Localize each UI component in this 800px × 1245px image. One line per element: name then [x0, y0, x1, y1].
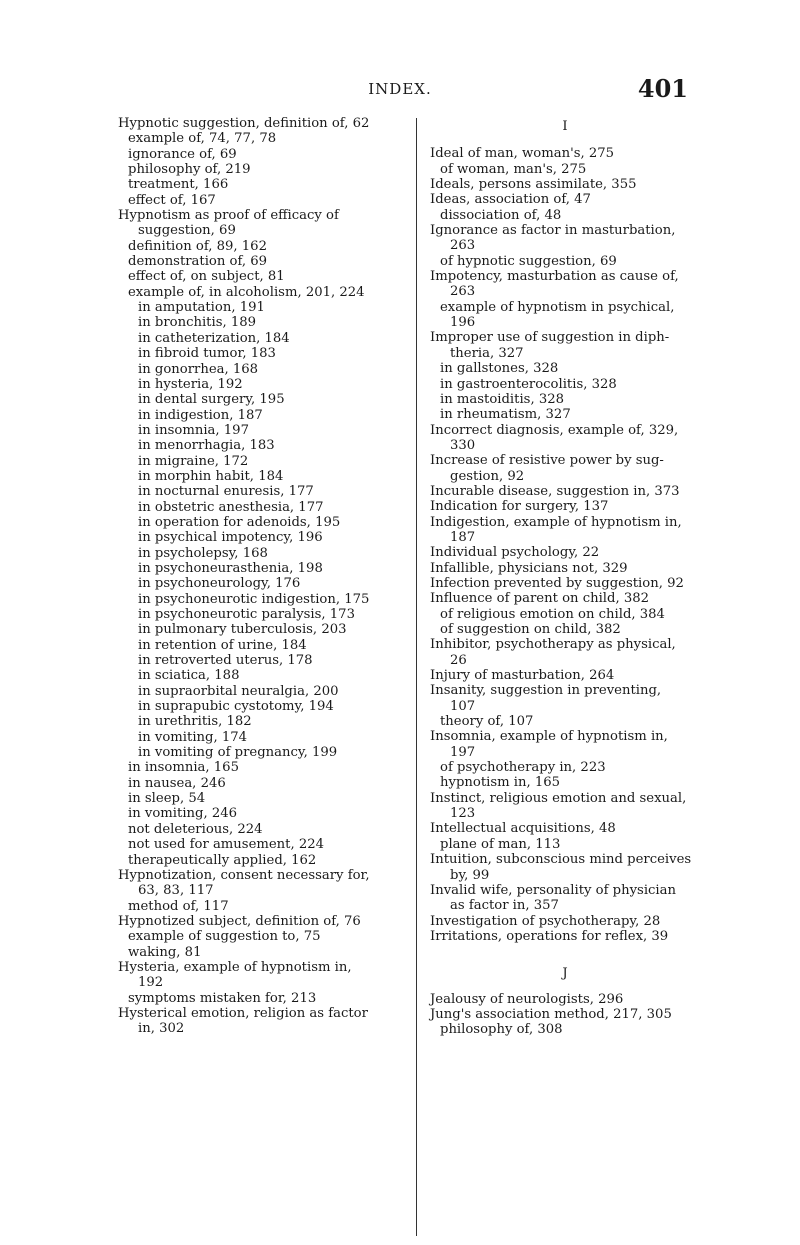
index-entry: in amputation, 191 [138, 300, 265, 316]
index-entry: 123 [450, 806, 476, 822]
index-entry: Hypnotized subject, definition of, 76 [118, 913, 361, 929]
index-entry: in retroverted uterus, 178 [138, 653, 313, 669]
index-entry: Hypnotic suggestion, definition of, 62 [118, 116, 370, 131]
index-entry: effect of, 167 [128, 192, 216, 208]
index-entry: Inhibitor, psychotherapy as physical, [430, 637, 676, 653]
index-entry: in rheumatism, 327 [440, 407, 571, 423]
index-entry: by, 99 [450, 867, 490, 883]
index-entry: gestion, 92 [450, 468, 525, 484]
index-entry: waking, 81 [128, 944, 202, 960]
index-entry: definition of, 89, 162 [128, 238, 267, 254]
index-entry: Infallible, physicians not, 329 [430, 560, 628, 576]
index-entry: Hypnotism as proof of efficacy of [118, 208, 339, 224]
index-entry: Irritations, operations for reflex, 39 [430, 928, 669, 944]
index-entry: therapeutically applied, 162 [128, 852, 317, 868]
index-entry: example of suggestion to, 75 [128, 929, 321, 945]
index-entry: in vomiting of pregnancy, 199 [138, 745, 338, 761]
index-entry: Incurable disease, suggestion in, 373 [430, 483, 680, 499]
index-entry: in bronchitis, 189 [138, 315, 257, 331]
index-entry: example of hypnotism in psychical, [440, 299, 675, 315]
index-entry: Ignorance as factor in masturbation, [430, 223, 676, 239]
index-entry: in vomiting, 246 [128, 806, 238, 822]
index-entry: Insomnia, example of hypnotism in, [430, 729, 668, 745]
index-entry: in menorrhagia, 183 [138, 438, 275, 454]
index-entry: in psycholepsy, 168 [138, 545, 268, 561]
index-entry: in morphin habit, 184 [138, 468, 284, 484]
index-entry: in urethritis, 182 [138, 714, 252, 730]
index-entry: Investigation of psychotherapy, 28 [430, 913, 661, 929]
index-entry: of hypnotic suggestion, 69 [440, 253, 617, 269]
index-entry: in operation for adenoids, 195 [138, 514, 341, 530]
index-entry: Insanity, suggestion in preventing, [430, 683, 662, 699]
section-letter: I [562, 119, 568, 134]
index-entry: in insomnia, 197 [138, 422, 249, 438]
index-entry: 196 [450, 315, 476, 331]
index-entry: Hysteria, example of hypnotism in, [118, 959, 352, 975]
index-entry: symptoms mistaken for, 213 [128, 990, 317, 1006]
index-entry: Increase of resistive power by sug- [430, 453, 664, 469]
index-entry: philosophy of, 219 [128, 162, 251, 178]
index-entry: in psychical impotency, 196 [138, 530, 323, 546]
index-entry: demonstration of, 69 [128, 254, 268, 270]
index-entry: philosophy of, 308 [440, 1022, 563, 1038]
index-entry: 187 [450, 529, 476, 545]
page-header [0, 74, 800, 104]
index-entry: in catheterization, 184 [138, 330, 290, 346]
index-entry: Instinct, religious emotion and sexual, [430, 790, 687, 806]
index-entry: theria, 327 [450, 345, 524, 361]
index-entry: 192 [138, 975, 164, 991]
index-column-left [118, 116, 403, 1037]
index-entry: 26 [450, 652, 467, 668]
index-entry: Ideas, association of, 47 [430, 192, 591, 208]
index-entry: of woman, man's, 275 [440, 161, 587, 177]
index-entry: of suggestion on child, 382 [440, 622, 621, 637]
column-divider [416, 118, 417, 1236]
index-entry: 197 [450, 744, 476, 760]
index-entry: Incorrect diagnosis, example of, 329, [430, 422, 679, 438]
index-entry: dissociation of, 48 [440, 207, 562, 223]
index-entry: 263 [450, 238, 476, 254]
index-entry: Intellectual acquisitions, 48 [430, 821, 616, 837]
index-entry: effect of, on subject, 81 [128, 269, 285, 285]
index-entry: Impotency, masturbation as cause of, [430, 269, 679, 285]
index-entry: method of, 117 [128, 898, 229, 914]
index-entry: not used for amusement, 224 [128, 837, 325, 853]
index-entry: in gallstones, 328 [440, 361, 559, 377]
page-number: 401 [637, 74, 688, 103]
index-entry: treatment, 166 [128, 177, 229, 193]
running-title: INDEX. [368, 80, 432, 98]
index-entry: 63, 83, 117 [138, 883, 214, 899]
index-entry: 107 [450, 698, 476, 714]
index-entry: in nocturnal enuresis, 177 [138, 484, 314, 500]
index-entry: suggestion, 69 [138, 223, 236, 239]
index-entry: Jealousy of neurologists, 296 [430, 991, 624, 1007]
index-entry: in obstetric anesthesia, 177 [138, 499, 324, 515]
index-entry: in pulmonary tuberculosis, 203 [138, 622, 347, 638]
index-entry: ignorance of, 69 [128, 146, 237, 162]
index-entry: Infection prevented by suggestion, 92 [430, 575, 684, 591]
index-entry: Jung's association method, 217, 305 [430, 1006, 672, 1022]
index-entry: 263 [450, 284, 476, 300]
index-entry: not deleterious, 224 [128, 821, 263, 837]
index-entry: in psychoneurasthenia, 198 [138, 560, 323, 576]
index-entry: in sciatica, 188 [138, 668, 240, 684]
index-entry: hypnotism in, 165 [440, 775, 561, 791]
index-entry: in mastoiditis, 328 [440, 391, 564, 407]
index-entry: as factor in, 357 [450, 898, 559, 914]
index-entry: theory of, 107 [440, 714, 534, 730]
index-entry: Improper use of suggestion in diph- [430, 330, 670, 346]
index-entry: in hysteria, 192 [138, 376, 243, 392]
index-entry: example of, in alcoholism, 201, 224 [128, 284, 365, 300]
index-entry: Intuition, subconscious mind perceives [430, 852, 692, 868]
index-entry: in supraorbital neuralgia, 200 [138, 683, 339, 699]
index-entry: Hysterical emotion, religion as factor [118, 1005, 368, 1021]
index-entry: in indigestion, 187 [138, 407, 263, 423]
index-entry: in psychoneurology, 176 [138, 576, 301, 592]
index-entry: plane of man, 113 [440, 836, 561, 852]
index-entry: in gastroenterocolitis, 328 [440, 376, 617, 392]
index-entry: in, 302 [138, 1021, 185, 1037]
index-entry: Indication for surgery, 137 [430, 499, 609, 515]
index-entry: Influence of parent on child, 382 [430, 591, 650, 607]
index-entry: in vomiting, 174 [138, 729, 248, 745]
index-entry: in psychoneurotic indigestion, 175 [138, 591, 370, 607]
index-entry: in psychoneurotic paralysis, 173 [138, 607, 355, 622]
index-entry: in sleep, 54 [128, 791, 206, 807]
index-entry: example of, 74, 77, 78 [128, 131, 277, 147]
index-entry: in nausea, 246 [128, 775, 226, 791]
index-entry: in gonorrhea, 168 [138, 361, 259, 377]
index-entry: Individual psychology, 22 [430, 545, 600, 561]
index-entry: Ideals, persons assimilate, 355 [430, 177, 637, 193]
index-entry: in dental surgery, 195 [138, 392, 285, 408]
index-entry: Invalid wife, personality of physician [430, 882, 676, 898]
index-entry: in migraine, 172 [138, 453, 249, 469]
index-entry: Ideal of man, woman's, 275 [430, 146, 615, 162]
index-entry: in suprapubic cystotomy, 194 [138, 699, 334, 715]
index-entry: Indigestion, example of hypnotism in, [430, 514, 682, 530]
index-entry: in insomnia, 165 [128, 760, 239, 776]
index-entry: Hypnotization, consent necessary for, [118, 867, 370, 883]
index-entry: in retention of urine, 184 [138, 637, 307, 653]
index-entry: in fibroid tumor, 183 [138, 346, 276, 362]
index-column-right [430, 116, 700, 1038]
index-entry: of religious emotion on child, 384 [440, 606, 665, 622]
index-entry: of psychotherapy in, 223 [440, 760, 606, 776]
section-letter: J [562, 966, 568, 982]
index-entry: Injury of masturbation, 264 [430, 668, 615, 684]
index-entry: 330 [450, 437, 476, 453]
